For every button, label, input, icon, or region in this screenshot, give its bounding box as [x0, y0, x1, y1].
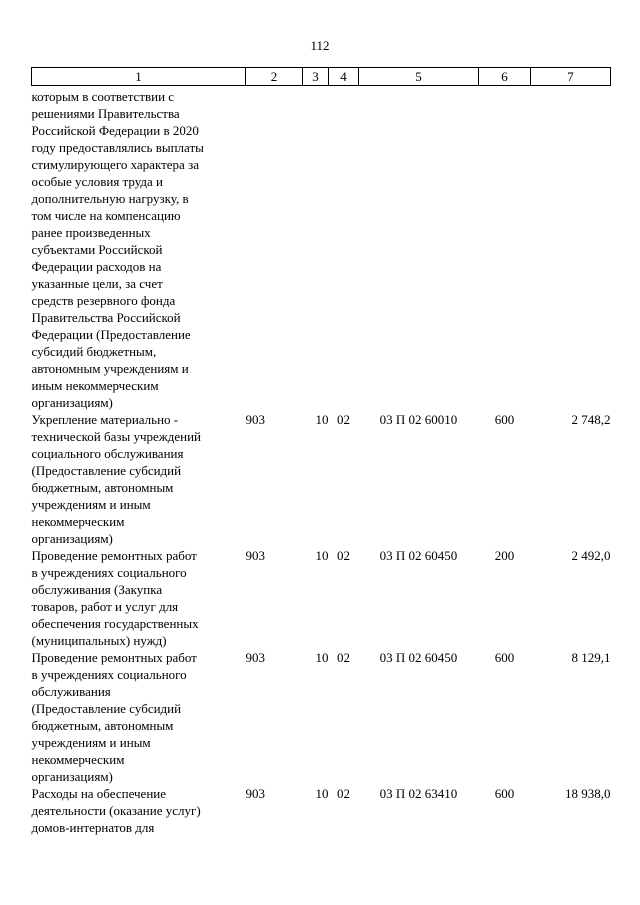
description-line: социального обслуживания: [31, 446, 184, 461]
cell-expense-type: 600: [494, 786, 515, 801]
description-line: (муниципальных) нужд): [31, 633, 167, 648]
description-line: организациям): [31, 395, 113, 410]
description-line: году предоставлялись выплаты: [31, 140, 204, 155]
description-line: в учреждениях социального: [31, 565, 187, 580]
description-line: которым в соответствии с: [31, 89, 175, 104]
column-header-4: 4: [329, 68, 359, 86]
cell-expense-type: 200: [494, 548, 515, 563]
cell-amount: 2 492,0: [571, 548, 611, 563]
description-line: ранее произведенных: [31, 225, 151, 240]
cell-amount: 18 938,0: [565, 786, 611, 801]
column-header-2: 2: [246, 68, 303, 86]
cell-target-article: 03 П 02 60010: [379, 412, 458, 427]
cell-section: 10: [315, 650, 329, 665]
cell-description: [32, 547, 246, 649]
cell-ministry-code: 903: [245, 548, 265, 563]
description-line: технической базы учреждений: [31, 429, 202, 444]
cell-amount: 2 748,2: [571, 412, 611, 427]
cell-subsection: 02: [337, 548, 350, 563]
cell-subsection: 02: [337, 412, 350, 427]
cell-amount: 8 129,1: [571, 650, 611, 665]
cell-ministry-code: [246, 86, 303, 412]
description-line: дополнительную нагрузку, в: [31, 191, 189, 206]
description-line: Проведение ремонтных работ: [31, 548, 197, 563]
description-line: субъектами Российской: [31, 242, 163, 257]
description-line: организациям): [31, 769, 113, 784]
cell-target-article: 03 П 02 60450: [379, 548, 458, 563]
column-header-5: 5: [359, 68, 479, 86]
description-line: бюджетным, автономным: [31, 718, 174, 733]
table-row: [32, 86, 611, 412]
column-header-6: 6: [479, 68, 531, 86]
description-line: некоммерческим: [31, 514, 125, 529]
cell-subsection: 02: [337, 786, 350, 801]
table-row: [32, 547, 611, 649]
description-line: деятельности (оказание услуг): [31, 803, 201, 818]
description-line: домов-интернатов для: [31, 820, 155, 835]
cell-section: 10: [315, 786, 329, 801]
cell-section: 10: [315, 548, 329, 563]
description-line: некоммерческим: [31, 752, 125, 767]
description-line: особые условия труда и: [31, 174, 163, 189]
budget-table: [31, 67, 611, 836]
cell-ministry-code: 903: [245, 412, 265, 427]
cell-target-article: 03 П 02 63410: [379, 786, 458, 801]
description-line: том числе на компенсацию: [31, 208, 181, 223]
description-line: бюджетным, автономным: [31, 480, 174, 495]
description-line: указанные цели, за счет: [31, 276, 163, 291]
description-line: Расходы на обеспечение: [31, 786, 167, 801]
description-line: учреждениям и иным: [31, 497, 151, 512]
description-line: обслуживания (Закупка: [31, 582, 163, 597]
header-row: [32, 68, 611, 86]
cell-target-article: 03 П 02 60450: [379, 650, 458, 665]
description-line: иным некоммерческим: [31, 378, 159, 393]
description-line: Укрепление материально -: [31, 412, 179, 427]
description-line: в учреждениях социального: [31, 667, 187, 682]
page-number: 112: [310, 38, 330, 53]
column-header-3: 3: [303, 68, 329, 86]
column-header-7: 7: [531, 68, 611, 86]
cell-section: [303, 86, 329, 412]
cell-amount: [531, 86, 611, 412]
cell-expense-type: [479, 86, 531, 412]
cell-ministry-code: 903: [245, 786, 265, 801]
cell-expense-type: 600: [494, 412, 515, 427]
cell-description: [32, 86, 246, 412]
cell-target-article: [359, 86, 479, 412]
description-line: средств резервного фонда: [31, 293, 176, 308]
cell-subsection: 02: [337, 650, 350, 665]
description-line: (Предоставление субсидий: [31, 463, 182, 478]
description-line: субсидий бюджетным,: [31, 344, 157, 359]
description-line: Правительства Российской: [31, 310, 181, 325]
description-line: организациям): [31, 531, 113, 546]
description-line: обслуживания: [31, 684, 111, 699]
table-row: [32, 785, 611, 836]
description-line: Федерации расходов на: [31, 259, 162, 274]
cell-description: [32, 649, 246, 785]
cell-description: [32, 411, 246, 547]
description-line: учреждениям и иным: [31, 735, 151, 750]
description-line: Проведение ремонтных работ: [31, 650, 197, 665]
cell-subsection: [329, 86, 359, 412]
table-row: [32, 411, 611, 547]
description-line: стимулирующего характера за: [31, 157, 199, 172]
description-line: (Предоставление субсидий: [31, 701, 182, 716]
description-line: Российской Федерации в 2020: [31, 123, 199, 138]
description-line: Федерации (Предоставление: [31, 327, 191, 342]
description-line: обеспечения государственных: [31, 616, 199, 631]
description-line: автономным учреждениям и: [31, 361, 189, 376]
cell-section: 10: [315, 412, 329, 427]
column-header-1: 1: [32, 68, 246, 86]
table-row: [32, 649, 611, 785]
description-line: товаров, работ и услуг для: [31, 599, 179, 614]
cell-ministry-code: 903: [245, 650, 265, 665]
description-line: решениями Правительства: [31, 106, 180, 121]
cell-description: [32, 785, 246, 836]
cell-expense-type: 600: [494, 650, 515, 665]
